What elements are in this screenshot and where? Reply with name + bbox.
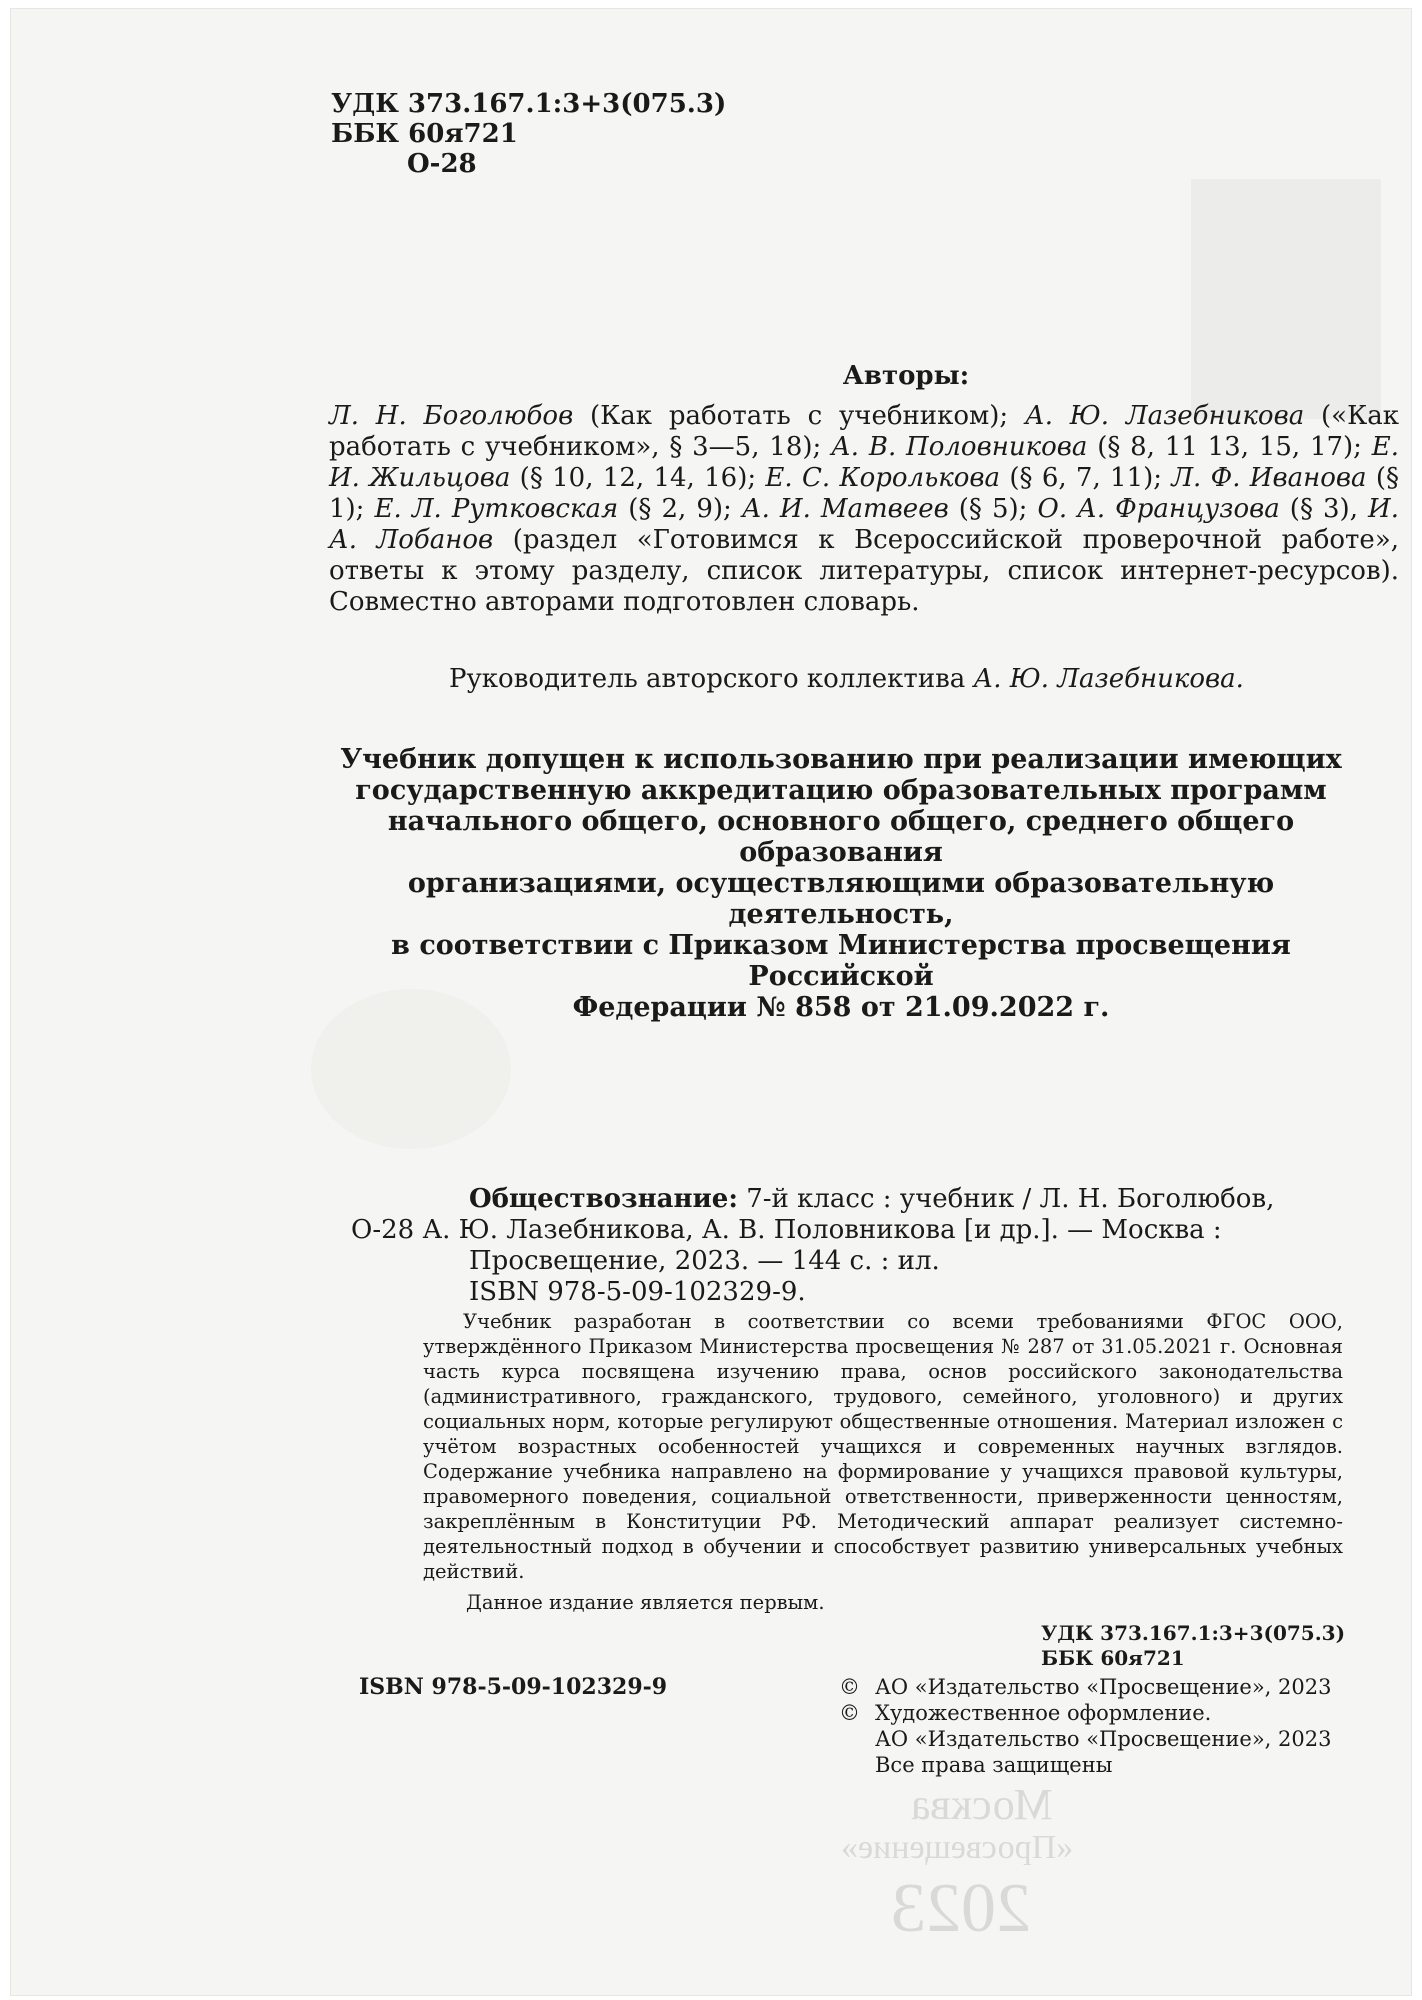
author-name: Л. Ф. Иванова [1171, 463, 1367, 493]
author-role: (раздел «Готовимся к Всероссийской проверочной работе», ответы к этому разделу, список литературы, список интернет-ресурсов). Совместно авторами подготовлен словарь. [329, 525, 1399, 617]
bib-line [351, 1215, 1361, 1246]
author-name: О. А. Французова [1037, 494, 1280, 524]
show-through-ghost: Москва [911, 1780, 1053, 1829]
edition-note: Данное издание является первым. [466, 1591, 825, 1614]
copyright-line [839, 1726, 1331, 1752]
author-mark: О-28 [351, 1215, 415, 1245]
book-title: Обществознание: [469, 1184, 738, 1214]
copyright-text: АО «Издательство «Просвещение», 2023 [875, 1727, 1332, 1751]
udk-block-top [331, 89, 726, 179]
bibliographic-record [351, 1184, 1361, 1308]
udk-code: УДК 373.167.1:3+3(075.3) [331, 89, 727, 119]
copyright-icon: © [839, 1675, 860, 1699]
author-role: («Как работать с учебником», § 3—5, 18); [329, 401, 1399, 462]
approval-notice [311, 744, 1371, 1023]
author-mark: О-28 [407, 149, 477, 179]
bbk-code: ББК 60я721 [1041, 1646, 1185, 1670]
udk-code: УДК 373.167.1:3+3(075.3) [1041, 1621, 1346, 1645]
team-leader-name: А. Ю. Лазебникова. [973, 664, 1244, 694]
copyright-line [839, 1674, 1331, 1700]
author-role: (§ 6, 7, 11); [1000, 463, 1172, 493]
author-role: (Как работать с учебником); [573, 401, 1025, 431]
isbn: ISBN 978-5-09-102329-9 [359, 1674, 668, 1700]
approval-line: Федерации № 858 от 21.09.2022 г. [572, 992, 1110, 1023]
author-name: И. А. Лобанов [329, 494, 1399, 555]
author-role: (§ 1); [329, 463, 1399, 524]
show-through-ghost: 2023 [891, 1870, 1031, 1947]
copyright-block [839, 1674, 1331, 1778]
approval-line: начального общего, основного общего, среднего общего образования [387, 806, 1295, 868]
copyright-text: Художественное оформление. [875, 1701, 1212, 1725]
copyright-text: АО «Издательство «Просвещение», 2023 [875, 1675, 1332, 1699]
copyright-text: Все права защищены [875, 1753, 1113, 1777]
author-role: (§ 10, 12, 14, 16); [510, 463, 766, 493]
annotation: Учебник разработан в соответствии со всеми требованиями ФГОС ООО, утверждённого Приказом Министерства просвещения № 287 от 31.05.2021 г. Основная часть курса посвящена изучению права, основ российского законодательства (административного, гражданского, трудового, семейного, уголовного) и других социальных норм, которые регулируют общественные отношения. Материал изложен с учётом возрастных особенностей учащихся и современных научных взглядов. Содержание учебника направлено на формирование у учащихся правовой культуры, правомерного поведения, социальной ответственности, приверженности ценностям, закреплённым в Конституции РФ. Методический аппарат реализует системно-деятельностный подход в обучении и способствует развитию универсальных учебных действий. [423, 1310, 1343, 1583]
team-leader-line [449, 664, 1244, 694]
bib-text: 7-й класс : учебник / Л. Н. Боголюбов, [737, 1184, 1275, 1214]
author-role: (§ 2, 9); [618, 494, 742, 524]
bib-text: А. Ю. Лазебникова, А. В. Половникова [и др.]. — Москва : [414, 1215, 1222, 1245]
author-name: Е. Л. Рутковская [374, 494, 619, 524]
author-name: Е. И. Жильцова [329, 432, 1399, 493]
team-leader-label: Руководитель авторского коллектива [449, 664, 974, 694]
approval-line: Учебник допущен к использованию при реализации имеющих [340, 744, 1342, 775]
page [10, 8, 1412, 1996]
copyright-line [839, 1700, 1331, 1726]
bib-isbn: ISBN 978-5-09-102329-9. [469, 1277, 806, 1307]
approval-line: государственную аккредитацию образовательных программ [355, 775, 1327, 806]
show-through-ghost: «Просвещение» [841, 1829, 1074, 1866]
authors-paragraph [329, 401, 1399, 618]
bib-line: Просвещение, 2023. — 144 с. : ил. [469, 1246, 940, 1276]
copyright-icon: © [839, 1701, 860, 1725]
bbk-code: ББК 60я721 [331, 119, 518, 149]
author-name: Л. Н. Боголюбов [329, 401, 574, 431]
bib-line [351, 1184, 1361, 1215]
author-role: (§ 8, 11 13, 15, 17); [1087, 432, 1372, 462]
approval-line: в соответствии с Приказом Министерства просвещения Российской [391, 930, 1291, 992]
copyright-line [839, 1752, 1331, 1778]
author-name: Е. С. Королькова [765, 463, 1001, 493]
approval-line: организациями, осуществляющими образовательную деятельность, [407, 868, 1275, 930]
udk-block-bottom [1041, 1621, 1345, 1671]
authors-heading: Авторы: [842, 361, 970, 391]
author-role: (§ 5); [948, 494, 1038, 524]
author-name: А. И. Матвеев [741, 494, 949, 524]
author-role: (§ 3), [1279, 494, 1369, 524]
author-name: А. В. Половникова [831, 432, 1088, 462]
author-name: А. Ю. Лазебникова [1025, 401, 1305, 431]
